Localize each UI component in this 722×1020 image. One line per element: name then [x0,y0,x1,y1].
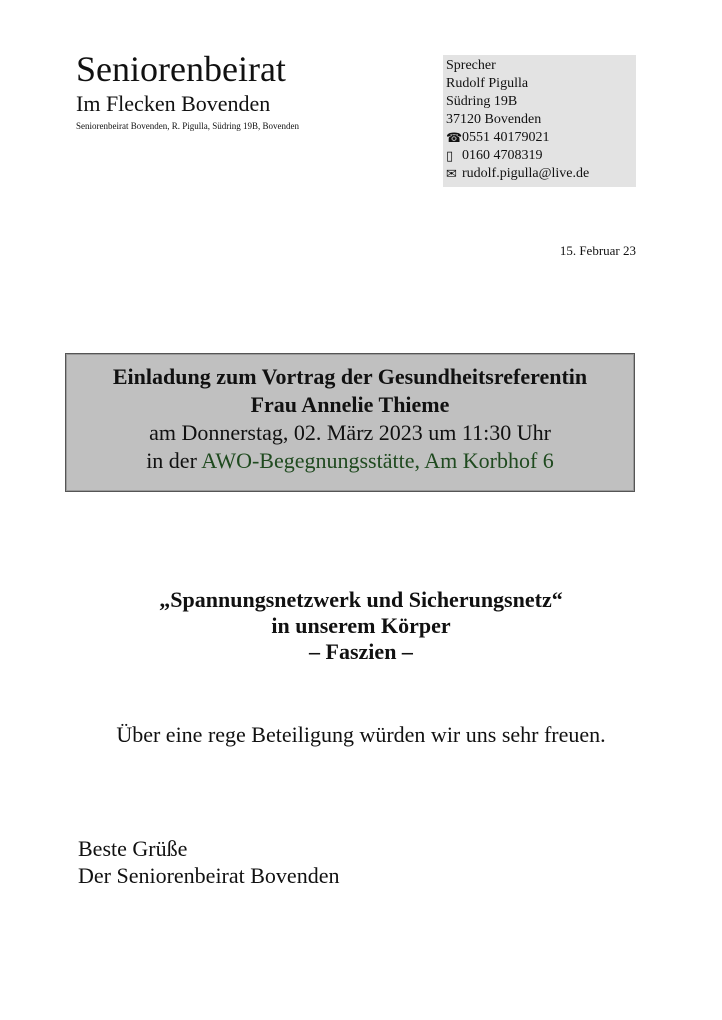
envelope-icon: ✉ [446,166,457,181]
invitation-heading: Einladung zum Vortrag der Gesundheitsreferentin [112,364,588,389]
organization-title: Seniorenbeirat [76,49,286,89]
return-address: Seniorenbeirat Bovenden, R. Pigulla, Südring 19B, Bovenden [76,121,299,131]
location-prefix: in der [146,448,202,473]
event-datetime: am Donnerstag, 02. März 2023 um 11:30 Uhr [149,420,551,445]
topic-line-1: „Spannungsnetzwerk und Sicherungsnetz“ [159,587,563,612]
phone-number: 0551 40179021 [462,130,550,145]
lecture-topic [0,587,722,665]
contact-city: 37120 Bovenden [446,112,542,127]
email-address: rudolf.pigulla@live.de [462,166,590,181]
event-location [66,447,634,475]
mobile-number: 0160 4708319 [462,148,543,163]
sender: Der Seniorenbeirat Bovenden [78,863,340,888]
contact-box [443,55,636,187]
topic-line-2: in unserem Körper [271,613,451,638]
location-name: AWO-Begegnungsstätte, Am Korbhof 6 [201,448,554,473]
telephone-icon: ☎ [446,130,463,145]
greeting: Beste Grüße [78,836,188,861]
mobile-phone-icon: ▯ [446,148,454,163]
contact-role: Sprecher [446,58,496,73]
topic-line-3: – Faszien – [309,639,413,664]
speaker-name: Frau Annelie Thieme [250,392,450,417]
contact-email [446,165,636,183]
closing-note: Über eine rege Beteiligung würden wir uns sehr freuen. [116,722,606,747]
invitation-box [65,353,635,492]
contact-name: Rudolf Pigulla [446,76,529,91]
contact-phone [446,129,636,147]
contact-street: Südring 19B [446,94,518,109]
contact-mobile [446,147,636,165]
organization-subtitle: Im Flecken Bovenden [76,91,271,116]
letter-date: 15. Februar 23 [559,243,636,258]
signoff [78,835,339,889]
